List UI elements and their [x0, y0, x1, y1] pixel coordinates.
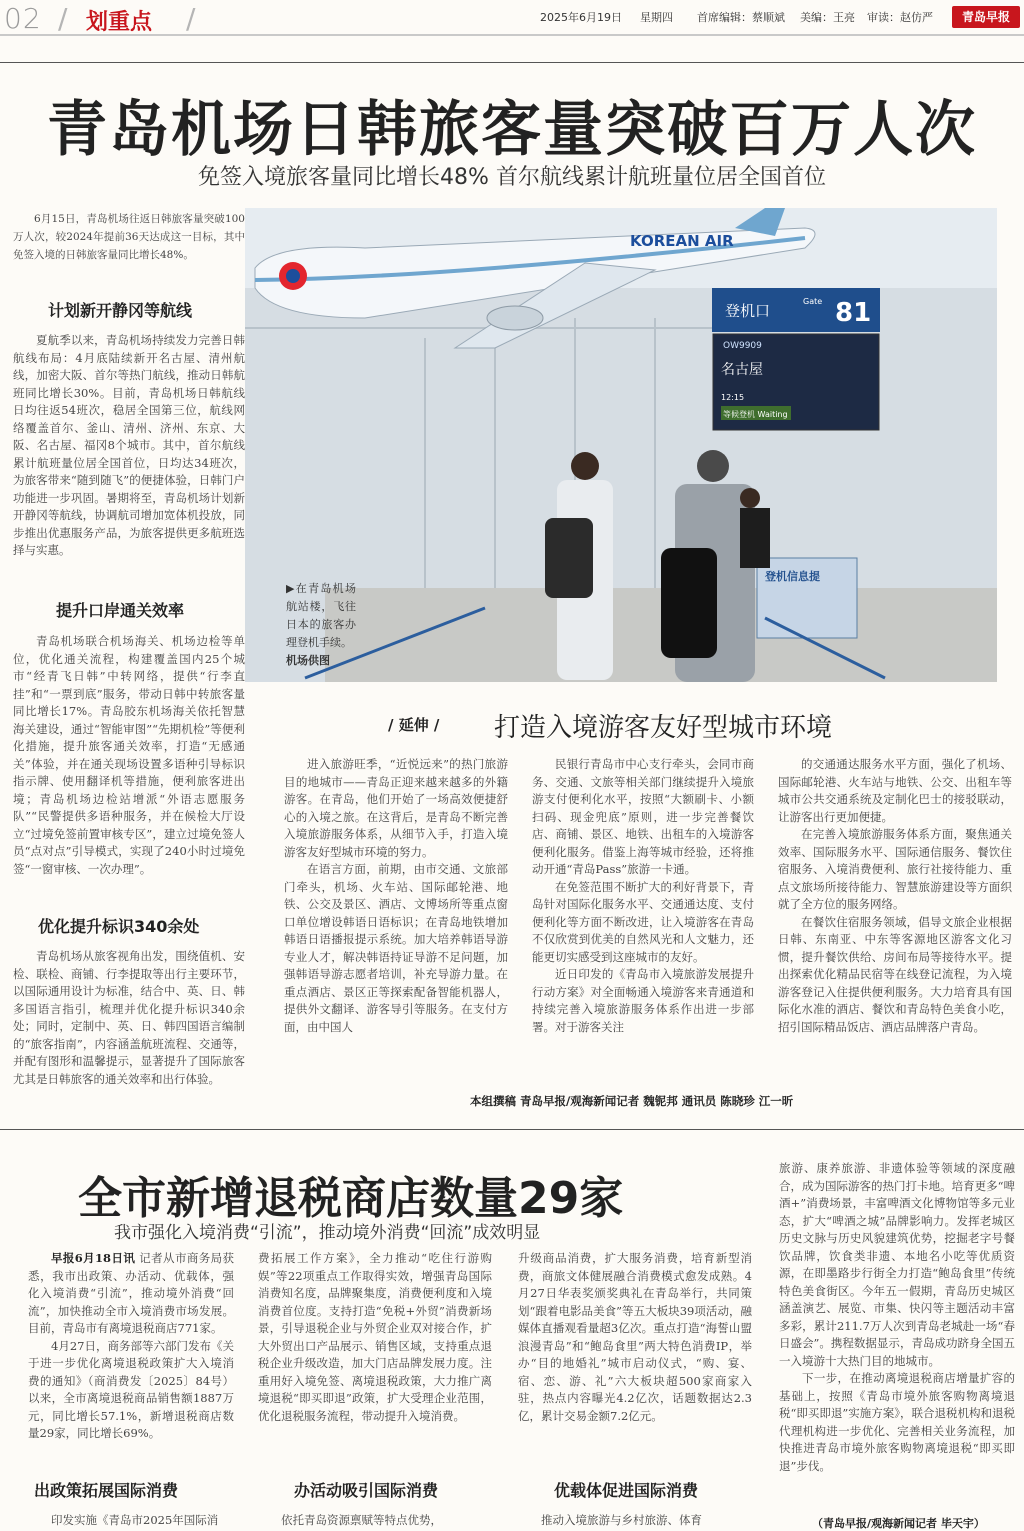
- gate-label: 登机口: [725, 302, 771, 320]
- section-body: 推动入境旅游与乡村旅游、体育: [541, 1513, 702, 1527]
- page-header: [0, 0, 1024, 36]
- section-body: 依托青岛资源禀赋等特点优势，: [281, 1513, 442, 1527]
- article-column: 旅游、康养旅游、非遗体验等领域的深度融合，成为国际游客的热门打卡地。培育更多“啤酒+”消费场景，丰富啤酒文化博物馆等多元业态，扩大“啤酒之城”品牌影响力。发挥老城区历史文脉与历史风貌建筑优势，挖掘老字号餐饮品牌，饮食类非遗、本地名小吃等优质资源，在即墨路步行街全力打造“鲍岛食里”传统特色美食街区。今年五一假期，青岛历史城区涵盖演艺、展览、市集、快闪等主题活动丰富多彩，累计211.7万人次到青岛老城赴一场“春日盛会”。携程数据显示，青岛成功跻身全国五一入境游十大热门目的地城市。 下一步，在推动离境退税商店增量扩容的基础上，按照《青岛市境外旅客购物离境退税“即买即退”实施方案》，联合退税机构和退税代理机构进一步优化、完善相关业务流程，加快推进青岛市境外旅客购物离境退税“即买即退”步伐。: [779, 1161, 1015, 1473]
- divider: /: [186, 2, 196, 35]
- photo-caption: ▶在青岛机场航站楼，飞往日本的旅客办理登机手续。 机场供图: [286, 582, 356, 667]
- proofreader: 审读：赵仿严: [867, 11, 933, 24]
- issue-weekday: 星期四: [640, 11, 673, 24]
- chief-editor: 首席编辑：蔡顺斌: [697, 11, 785, 24]
- article-headline: 全市新增退税商店数量29家: [78, 1173, 624, 1224]
- section-name: 划重点: [86, 10, 153, 35]
- section-title: 出政策拓展国际消费: [34, 1481, 179, 1500]
- article-column: 费拓展工作方案》，全力推动“吃住行游购娱”等22项重点工作取得实效，增强青岛国际消费知名度，品牌聚集度，消费便利度和入境消费首位度。支持打造“免税+外贸”消费新场景，引导退税企业与外贸企业双对接合作，扩大外贸出口产品展示、销售区域，支持重点退税企业升级改造，加大门店品牌发展力度。注重用好入境免签、离境退税政策，大力推广离境退税“即买即退”政策，扩大受理企业范围，优化退税服务流程，带动提升入境消费。: [258, 1251, 492, 1423]
- gate-number: 81: [835, 298, 872, 328]
- section-title: 办活动吸引国际消费: [294, 1481, 439, 1500]
- news-photo: [245, 208, 997, 682]
- article-intro: 6月15日，青岛机场往返日韩旅客量突破100万人次，较2024年提前36天达成这一目标，其中免签入境的日韩旅客量同比增长48%。: [13, 213, 245, 261]
- section-title: 优载体促进国际消费: [554, 1481, 699, 1500]
- article-headline: 青岛机场日韩旅客量突破百万人次: [47, 95, 977, 165]
- gate-label-en: Gate: [803, 297, 823, 306]
- extension-column: 进入旅游旺季，“近悦远来”的热门旅游目的地城市——青岛正迎来越来越多的外籍游客。在青岛，他们开始了一场高效便捷舒心的入境之旅。在这背后，是青岛不断完善入境旅游服务体系，从细节入手，打造入境游客友好型城市环境的努力。 在语言方面，前期，由市交通、文旅部门牵头，机场、火车站、国际邮轮港、地铁、公交及景区、酒店、文博场所等重点窗口单位增设韩语日语标识；在青岛地铁增加韩语日语播报提示系统。加大培养韩语导游专业人才，解决韩语持证导游不足问题，加强韩语导游志愿者培训，补充导游力量。在重点酒店、景区正等探索配备智能机器人，提供外文翻译、游客导引等服务。在支付方面，由中国人: [284, 757, 508, 1034]
- section-title: 计划新开静冈等航线: [48, 301, 193, 320]
- newspaper-logo: 青岛早报: [952, 6, 1020, 28]
- extension-tag: / 延伸 /: [388, 716, 440, 734]
- issue-date: 2025年6月19日: [540, 11, 622, 24]
- airport-scene: [245, 208, 997, 682]
- section-body: 青岛机场从旅客视角出发，围绕值机、安检、联检、商铺、行李提取等出行主要环节，以国际通用设计为标准，结合中、英、日、韩多国语言指引，梳理并优化提升标识340余处；同时，定制中、英、日、韩四国语言编制的“旅客指南”，内容涵盖航班流程、交通等，并配有图形和温馨提示，显著提升了国际旅客尤其是日韩旅客的通关效率和出行体验。: [13, 949, 245, 1086]
- divider: /: [58, 2, 68, 35]
- booth-sign: 登机信息提: [765, 570, 820, 583]
- article-subhead: 我市强化入境消费“引流”，推动境外消费“回流”成效明显: [114, 1223, 541, 1243]
- flight-time: 12:15: [721, 393, 745, 402]
- section-body: 夏航季以来，青岛机场持续发力完善日韩航线布局：4月底陆续新开名古屋、清州航线，加密大阪、首尔等热门航线，推动日韩航班同比增长30%。目前，青岛机场日韩航线日均往返54班次，稳居全国第三位，航线网络覆盖首尔、釜山、清州、济州、东京、大阪、名古屋、福冈8个城市。其中，首尔航线累计航班量位居全国首位，日均达34班次，为旅客带来“随到随飞”的便捷体验，日韩门户功能进一步巩固。暑期将至，青岛机场计划新开静冈等航线，协调航司增加宽体机投放，同步推出优惠服务产品，为旅客提供更多航班选择与实惠。: [13, 333, 245, 557]
- extension-column: 的交通通达服务水平方面，强化了机场、国际邮轮港、火车站与地铁、公交、出租车等城市公共交通系统及定制化巴士的接驳联动，让游客出行更加便捷。 在完善入境旅游服务体系方面，聚焦通关效率、国际服务水平、国际通信服务、餐饮住宿服务、入境消费便利、旅行社接待能力、重点文旅场所接待能力、智慧旅游建设等方面织就了全方位的服务网络。 在餐饮住宿服务领域，倡导文旅企业根据日韩、东南亚、中东等客源地区游客文化习惯，提升餐饮供给、房间布局等接待水平。提出探索优化精品民宿等在线登记流程，为入境游客登记入住提供便利服务。大力培育具有国际化水准的酒店、餐饮和青岛特色美食小吃，招引国际精品饭店、酒店品牌落户青岛。: [778, 757, 1012, 1034]
- section-body: 印发实施《青岛市2025年国际消: [51, 1513, 219, 1527]
- section-body: 青岛机场联合机场海关、机场边检等单位，优化通关流程，构建覆盖国内25个城市“经青飞日韩”中转网络，提供“行李直挂”和“一票到底”服务，带动日韩中转旅客量同比增长17%。青岛胶东机场海关依托智慧海关建设，通过“智能审图”“先期机检”等便利化措施，提升旅客通关效率，打造“无感通关”体验，并在通关现场设置多语种引导标识指示牌、使用翻译机等措施，便利旅客进出境；青岛机场边检站增派“外语志愿服务队”“民警提供多语种服务，并在候检大厅设立“过境免签前置审核专区”，建立过境免签人员“点对点”引导模式，实现了240小时过境免签“一窗审核、一次办理”。: [13, 634, 245, 876]
- photo-credit: 机场供图: [286, 654, 330, 667]
- article-column: 早报6月18日讯 记者从市商务局获悉，我市出政策、办活动、优载体，强化入境消费“引流”，推动境外消费“回流”，加快推动全市入境消费市场发展。目前，青岛市有离境退税商店771家。 4月27日，商务部等六部门发布《关于进一步优化离境退税政策扩大入境消费的通知》（商消费发〔2025〕84号）以来，全市离境退税商品销售额1887万元，同比增长57.1%，新增退税商店数量29家，同比增长69%。: [28, 1251, 234, 1440]
- article-byline: 本组撰稿 青岛早报/观海新闻记者 魏铌邦 通讯员 陈晓珍 江一昕: [470, 1094, 794, 1108]
- page-number: 02: [4, 2, 42, 35]
- art-editor: 美编：王亮: [800, 11, 855, 24]
- airline-name: KOREAN AIR: [630, 232, 734, 250]
- flight-status: 等候登机 Waiting: [723, 410, 788, 419]
- extension-column: 民银行青岛市中心支行牵头，会同市商务、交通、文旅等相关部门继续提升入境旅游支付便利化水平，按照“大额刷卡、小额扫码、现金兜底”原则，进一步完善餐饮店、商铺、景区、地铁、出租车的入境游客便利化服务。借鉴上海等城市经验，还将推动开通“青岛Pass”旅游一卡通。 在免签范围不断扩大的利好背景下，青岛针对国际化服务水平、交通通达度、支付便利化等方面不断改进，让入境游客在青岛不仅欣赏到优美的自然风光和人文魅力，还能更切实感受到这座城市的友好。 近日印发的《青岛市入境旅游发展提升行动方案》对全面畅通入境游客来青通道和持续完善入境旅游服务体系作出进一步部署。对于游客关注: [532, 757, 754, 1034]
- flight-number: OW9909: [723, 341, 762, 351]
- flight-destination: 名古屋: [721, 362, 763, 378]
- section-title: 提升口岸通关效率: [56, 601, 185, 620]
- section-title: 优化提升标识340余处: [38, 917, 200, 936]
- article-subhead: 免签入境旅客量同比增长48% 首尔航线累计航班量位居全国首位: [198, 165, 826, 190]
- article-byline: （青岛早报/观海新闻记者 毕天宇）: [812, 1517, 985, 1530]
- dateline: 早报6月18日讯: [51, 1251, 136, 1265]
- article-column: 升级商品消费，扩大服务消费，培育新型消费，商旅文体健展融合消费模式愈发成熟。4月27日华表奖颁奖典礼在青岛举行，共同策划“跟着电影品美食”等五大板块39项活动，融媒体直播观看量超3亿次。重点打造“海誓山盟 浪漫青岛”和“鲍岛食里”两大特色消费IP，举办“目的地婚礼”城市启动仪式，“购、宴、宿、恋、游、礼”六大板块超500家商家入驻，热点内容曝光4.2亿次，话题数据达2.3亿，累计交易金额7.2亿元。: [518, 1251, 752, 1423]
- extension-title: 打造入境游客友好型城市环境: [494, 713, 833, 743]
